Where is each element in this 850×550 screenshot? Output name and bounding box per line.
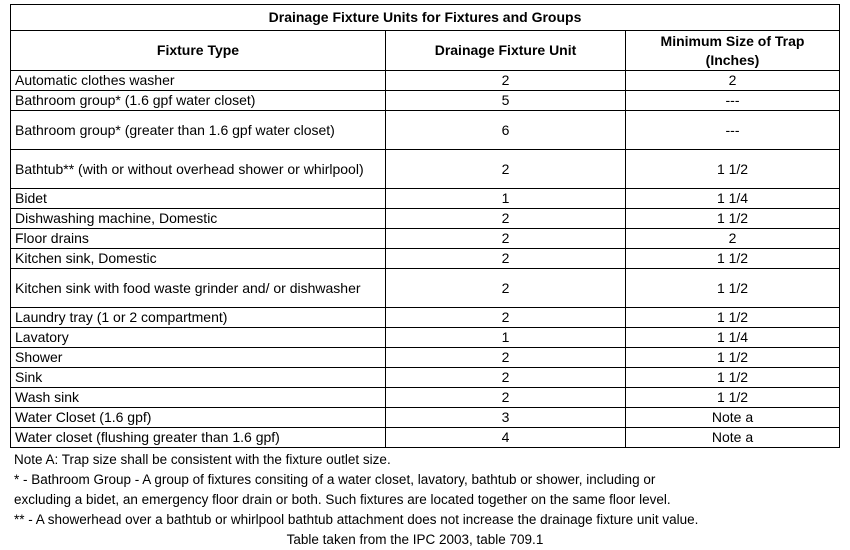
header-fixture-type: Fixture Type <box>11 31 386 71</box>
fixture-type-cell: Water closet (flushing greater than 1.6 gpf) <box>11 428 386 448</box>
notes-section <box>14 450 844 550</box>
note-a: Note A: Trap size shall be consistent with the fixture outlet size. <box>14 452 391 467</box>
dfu-value-cell: 2 <box>386 368 626 388</box>
title-row <box>11 5 840 31</box>
dfu-value-cell: 3 <box>386 408 626 428</box>
dfu-value-cell: 2 <box>386 249 626 269</box>
dfu-table <box>10 4 840 448</box>
header-minimum-trap-size <box>626 31 840 71</box>
dfu-value-cell: 5 <box>386 91 626 111</box>
fixture-type-cell: Wash sink <box>11 388 386 408</box>
table-row <box>11 428 840 448</box>
table-row <box>11 388 840 408</box>
fixture-type-cell: Bathtub** (with or without overhead shower or whirlpool) <box>11 150 386 189</box>
trap-size-cell: 1 1/4 <box>626 328 840 348</box>
dfu-value-cell: 2 <box>386 388 626 408</box>
trap-size-cell: --- <box>626 91 840 111</box>
table-row <box>11 269 840 308</box>
trap-size-cell: Note a <box>626 408 840 428</box>
table-row <box>11 111 840 150</box>
fixture-type-cell: Bathroom group* (greater than 1.6 gpf water closet) <box>11 111 386 150</box>
table-body <box>11 71 840 448</box>
dfu-value-cell: 2 <box>386 209 626 229</box>
trap-size-cell: 1 1/2 <box>626 388 840 408</box>
dfu-value-cell: 2 <box>386 150 626 189</box>
trap-size-cell: --- <box>626 111 840 150</box>
dfu-value-cell: 2 <box>386 269 626 308</box>
note-showerhead: ** - A showerhead over a bathtub or whirlpool bathtub attachment does not increase the drainage fixture unit value. <box>14 512 699 527</box>
header-row <box>11 31 840 71</box>
table-row <box>11 368 840 388</box>
header-drainage-fixture-unit: Drainage Fixture Unit <box>386 31 626 71</box>
table-row <box>11 249 840 269</box>
dfu-value-cell: 1 <box>386 328 626 348</box>
note-bathroom-group-line2: excluding a bidet, an emergency floor drain or both. Such fixtures are located together on the same floor level. <box>14 492 671 507</box>
dfu-value-cell: 2 <box>386 308 626 328</box>
dfu-table-container <box>10 4 839 448</box>
table-row <box>11 209 840 229</box>
header-trap-line1: Minimum Size of Trap <box>660 32 805 49</box>
table-row <box>11 150 840 189</box>
trap-size-cell: 2 <box>626 229 840 249</box>
trap-size-cell: 2 <box>626 71 840 91</box>
table-row <box>11 71 840 91</box>
dfu-value-cell: 6 <box>386 111 626 150</box>
header-trap-line2: (Inches) <box>705 51 760 68</box>
trap-size-cell: 1 1/2 <box>626 209 840 229</box>
fixture-type-cell: Water Closet (1.6 gpf) <box>11 408 386 428</box>
dfu-value-cell: 2 <box>386 71 626 91</box>
fixture-type-cell: Floor drains <box>11 229 386 249</box>
table-row <box>11 348 840 368</box>
fixture-type-cell: Automatic clothes washer <box>11 71 386 91</box>
table-row <box>11 408 840 428</box>
table-row <box>11 308 840 328</box>
fixture-type-cell: Dishwashing machine, Domestic <box>11 209 386 229</box>
dfu-value-cell: 1 <box>386 189 626 209</box>
source-citation: Table taken from the IPC 2003, table 709.1 <box>286 532 544 547</box>
trap-size-cell: 1 1/2 <box>626 348 840 368</box>
fixture-type-cell: Kitchen sink, Domestic <box>11 249 386 269</box>
trap-size-cell: 1 1/2 <box>626 150 840 189</box>
trap-size-cell: 1 1/2 <box>626 249 840 269</box>
table-row <box>11 328 840 348</box>
fixture-type-cell: Sink <box>11 368 386 388</box>
dfu-value-cell: 2 <box>386 229 626 249</box>
table-title: Drainage Fixture Units for Fixtures and Groups <box>11 5 840 31</box>
fixture-type-cell: Bidet <box>11 189 386 209</box>
table-row <box>11 189 840 209</box>
trap-size-cell: 1 1/2 <box>626 308 840 328</box>
trap-size-cell: Note a <box>626 428 840 448</box>
trap-size-cell: 1 1/2 <box>626 269 840 308</box>
note-bathroom-group-line1: * - Bathroom Group - A group of fixtures consiting of a water closet, lavatory, bathtub or shower, including or <box>14 472 656 487</box>
fixture-type-cell: Bathroom group* (1.6 gpf water closet) <box>11 91 386 111</box>
dfu-value-cell: 4 <box>386 428 626 448</box>
fixture-type-cell: Lavatory <box>11 328 386 348</box>
trap-size-cell: 1 1/2 <box>626 368 840 388</box>
dfu-value-cell: 2 <box>386 348 626 368</box>
fixture-type-cell: Kitchen sink with food waste grinder and/ or dishwasher <box>11 269 386 308</box>
table-row <box>11 229 840 249</box>
table-row <box>11 91 840 111</box>
fixture-type-cell: Laundry tray (1 or 2 compartment) <box>11 308 386 328</box>
trap-size-cell: 1 1/4 <box>626 189 840 209</box>
fixture-type-cell: Shower <box>11 348 386 368</box>
